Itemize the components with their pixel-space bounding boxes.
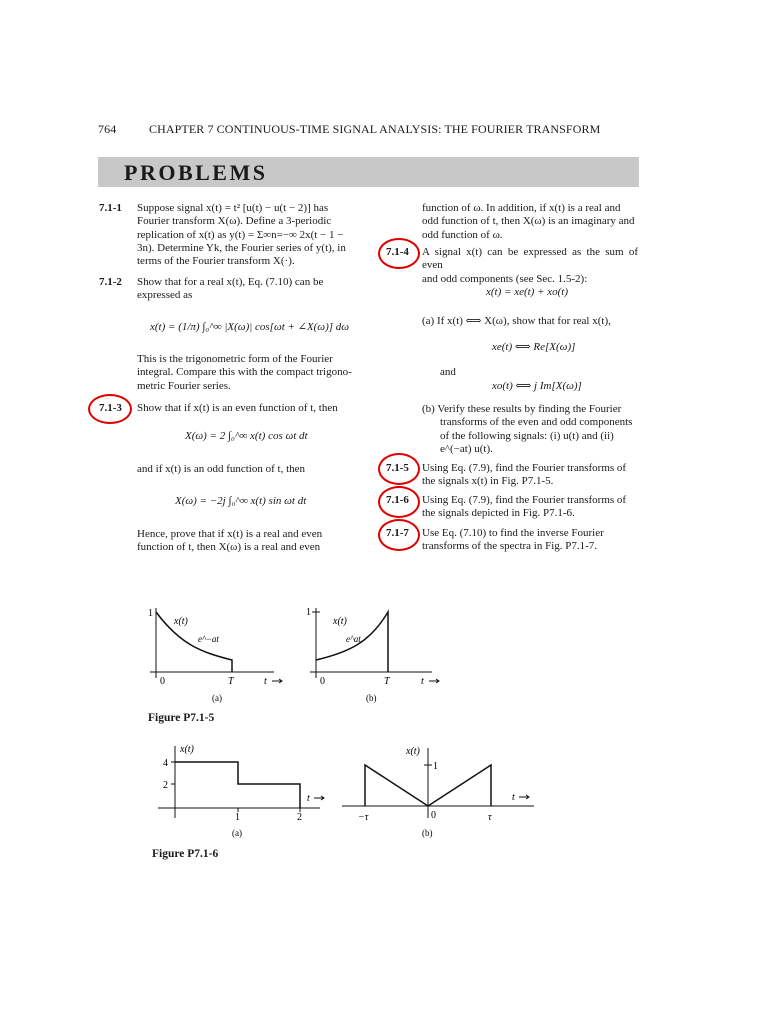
annotation-circle — [378, 519, 420, 551]
figure-p7-1-6-b — [342, 746, 534, 838]
y-tick-label: 1 — [433, 761, 438, 772]
equation-even-re: xe(t) ⟺ Re[X(ω)] — [492, 341, 576, 353]
problem-7-1-3-mid — [137, 463, 353, 476]
text-line: transforms of the spectra in Fig. P7.1-7. — [422, 540, 598, 553]
problem-number-7-1-5: 7.1-5 — [386, 462, 409, 474]
equation-odd-im: xo(t) ⟺ j Im[X(ω)] — [492, 380, 582, 392]
text-line: (a) If x(t) ⟺ X(ω), show that for real x(t), — [422, 315, 611, 327]
y-tick-label: 1 — [148, 608, 153, 619]
axis-label: t — [421, 676, 424, 687]
equation-even: X(ω) = 2 ∫₀^∞ x(t) cos ωt dt — [185, 430, 308, 442]
origin-label: 0 — [320, 676, 325, 687]
text-line: e^(−at) u(t). — [440, 442, 493, 455]
problem-7-1-2-text — [137, 276, 353, 303]
subfigure-label: (a) — [232, 828, 242, 838]
problem-number-7-1-7: 7.1-7 — [386, 527, 409, 539]
problem-7-1-2-body — [137, 353, 353, 393]
chapter-title: CHAPTER 7 CONTINUOUS-TIME SIGNAL ANALYSIS: THE FOURIER TRANSFORM — [149, 122, 601, 136]
origin-label: 0 — [160, 676, 165, 687]
text-line: function of ω. In addition, if x(t) is a real and — [422, 202, 621, 214]
axis-label: t — [307, 793, 310, 804]
x-tick-label: 1 — [235, 812, 240, 823]
text-line: expressed as — [137, 289, 193, 302]
x-tick-label: 2 — [297, 812, 302, 823]
text-line: Using Eq. (7.9), find the Fourier transforms of — [422, 494, 627, 506]
y-tick-label: 4 — [163, 758, 168, 769]
figure-p7-1-5-a — [148, 608, 282, 703]
text-line: function of t, then X(ω) is a real and even — [137, 541, 321, 554]
y-tick-label: 1 — [306, 607, 311, 618]
text-line: Show that for a real x(t), Eq. (7.10) can be — [137, 276, 324, 288]
curve-label: e^−at — [198, 634, 219, 644]
signal-label: x(t) — [333, 616, 347, 627]
figure-p7-1-5-b — [306, 607, 439, 703]
text-line: Suppose signal x(t) = t² [u(t) − u(t − 2)] has — [137, 202, 329, 214]
and-text: and — [440, 366, 456, 378]
signal-label: x(t) — [180, 744, 194, 755]
equation-even-odd-sum: x(t) = xe(t) + xo(t) — [486, 286, 569, 298]
y-tick-label: 2 — [163, 780, 168, 791]
text-line: Fourier transform X(ω). Define a 3-periodic — [137, 215, 332, 228]
x-tick-label: τ — [488, 812, 492, 823]
text-line: This is the trigonometric form of the Fourier — [137, 353, 333, 365]
text-line: odd function of ω. — [422, 228, 503, 241]
text-line: Show that if x(t) is an even function of t, then — [137, 402, 338, 414]
text-line: 3n). Determine Yk, the Fourier series of y(t), in — [137, 241, 346, 254]
equation-odd: X(ω) = −2j ∫₀^∞ x(t) sin ωt dt — [175, 495, 307, 507]
problems-banner — [98, 157, 639, 187]
problem-7-1-5-text — [422, 462, 638, 489]
figure-p7-1-5 — [140, 600, 460, 708]
figure-p7-1-6 — [150, 740, 550, 842]
x-tick-label: −τ — [358, 812, 369, 823]
problem-7-1-7-text — [422, 527, 638, 554]
text-line: Hence, prove that if x(t) is a real and even — [137, 528, 323, 540]
problem-7-1-4-text — [422, 246, 638, 286]
subfigure-label: (a) — [212, 693, 222, 703]
axis-label: t — [264, 676, 267, 687]
problem-7-1-3-body — [137, 528, 353, 555]
problem-7-1-3-continued — [422, 202, 638, 242]
annotation-circle — [378, 238, 420, 269]
text-line: of the following signals: (i) u(t) and (ii) — [440, 429, 614, 442]
problem-number-7-1-1: 7.1-1 — [99, 202, 122, 214]
text-line: and odd components (see Sec. 1.5-2): — [422, 272, 588, 285]
problem-number-7-1-6: 7.1-6 — [386, 494, 409, 506]
x-tick-label: T — [384, 676, 390, 687]
signal-label: x(t) — [174, 616, 188, 627]
text-line: Use Eq. (7.10) to find the inverse Fourier — [422, 527, 604, 539]
text-line: odd function of t, then X(ω) is an imaginary and — [422, 215, 635, 228]
text-line: (b) Verify these results by finding the Fourier — [422, 403, 622, 415]
step-signal — [175, 762, 300, 808]
x-tick-label: T — [228, 676, 234, 687]
origin-label: 0 — [431, 810, 436, 821]
axis-label: t — [512, 792, 515, 803]
problem-number-7-1-2: 7.1-2 — [99, 276, 122, 288]
text-line: Using Eq. (7.9), find the Fourier transforms of — [422, 462, 627, 474]
arrow-icon — [272, 679, 282, 683]
text-line: replication of x(t) as y(t) = Σ∞n=−∞ 2x(t − 1 − — [137, 228, 344, 241]
text-line: terms of the Fourier transform X(·). — [137, 255, 295, 268]
problem-7-1-1-text — [137, 202, 353, 268]
arrow-icon — [314, 796, 324, 800]
text-line: integral. Compare this with the compact trigono- — [137, 366, 352, 379]
problem-number-7-1-3: 7.1-3 — [99, 402, 122, 414]
text-line: metric Fourier series. — [137, 379, 231, 392]
curve-label: e^at — [346, 634, 361, 644]
text-line: the signals x(t) in Fig. P7.1-5. — [422, 475, 554, 488]
annotation-circle — [88, 394, 132, 424]
text-line: the signals depicted in Fig. P7.1-6. — [422, 507, 575, 520]
signal-label: x(t) — [406, 746, 420, 757]
arrow-icon — [429, 679, 439, 683]
text-line: transforms of the even and odd components — [440, 416, 633, 429]
subfigure-label: (b) — [366, 693, 377, 703]
subfigure-label: (b) — [422, 828, 433, 838]
equation-trig-fourier: x(t) = (1/π) ∫₀^∞ |X(ω)| cos[ωt + ∠X(ω)] dω — [150, 321, 350, 333]
figure-p7-1-6-a — [158, 744, 324, 838]
problem-7-1-4-part-a — [422, 315, 638, 328]
problem-number-7-1-4: 7.1-4 — [386, 246, 409, 258]
problem-7-1-3-text — [137, 402, 353, 415]
figure-caption-p7-1-5: Figure P7.1-5 — [148, 712, 215, 724]
problem-7-1-6-text — [422, 494, 638, 521]
banner-title: PROBLEMS — [124, 160, 268, 185]
text-line: and if x(t) is an odd function of t, then — [137, 463, 306, 475]
figure-caption-p7-1-6: Figure P7.1-6 — [152, 848, 219, 860]
page-number: 764 — [98, 122, 117, 136]
text-line: A signal x(t) can be expressed as the sum of even — [422, 246, 638, 272]
decaying-exponential — [156, 612, 232, 672]
annotation-circle — [378, 453, 420, 485]
problem-7-1-4-part-b — [422, 403, 638, 456]
arrow-icon — [519, 795, 529, 799]
annotation-circle — [378, 486, 420, 518]
